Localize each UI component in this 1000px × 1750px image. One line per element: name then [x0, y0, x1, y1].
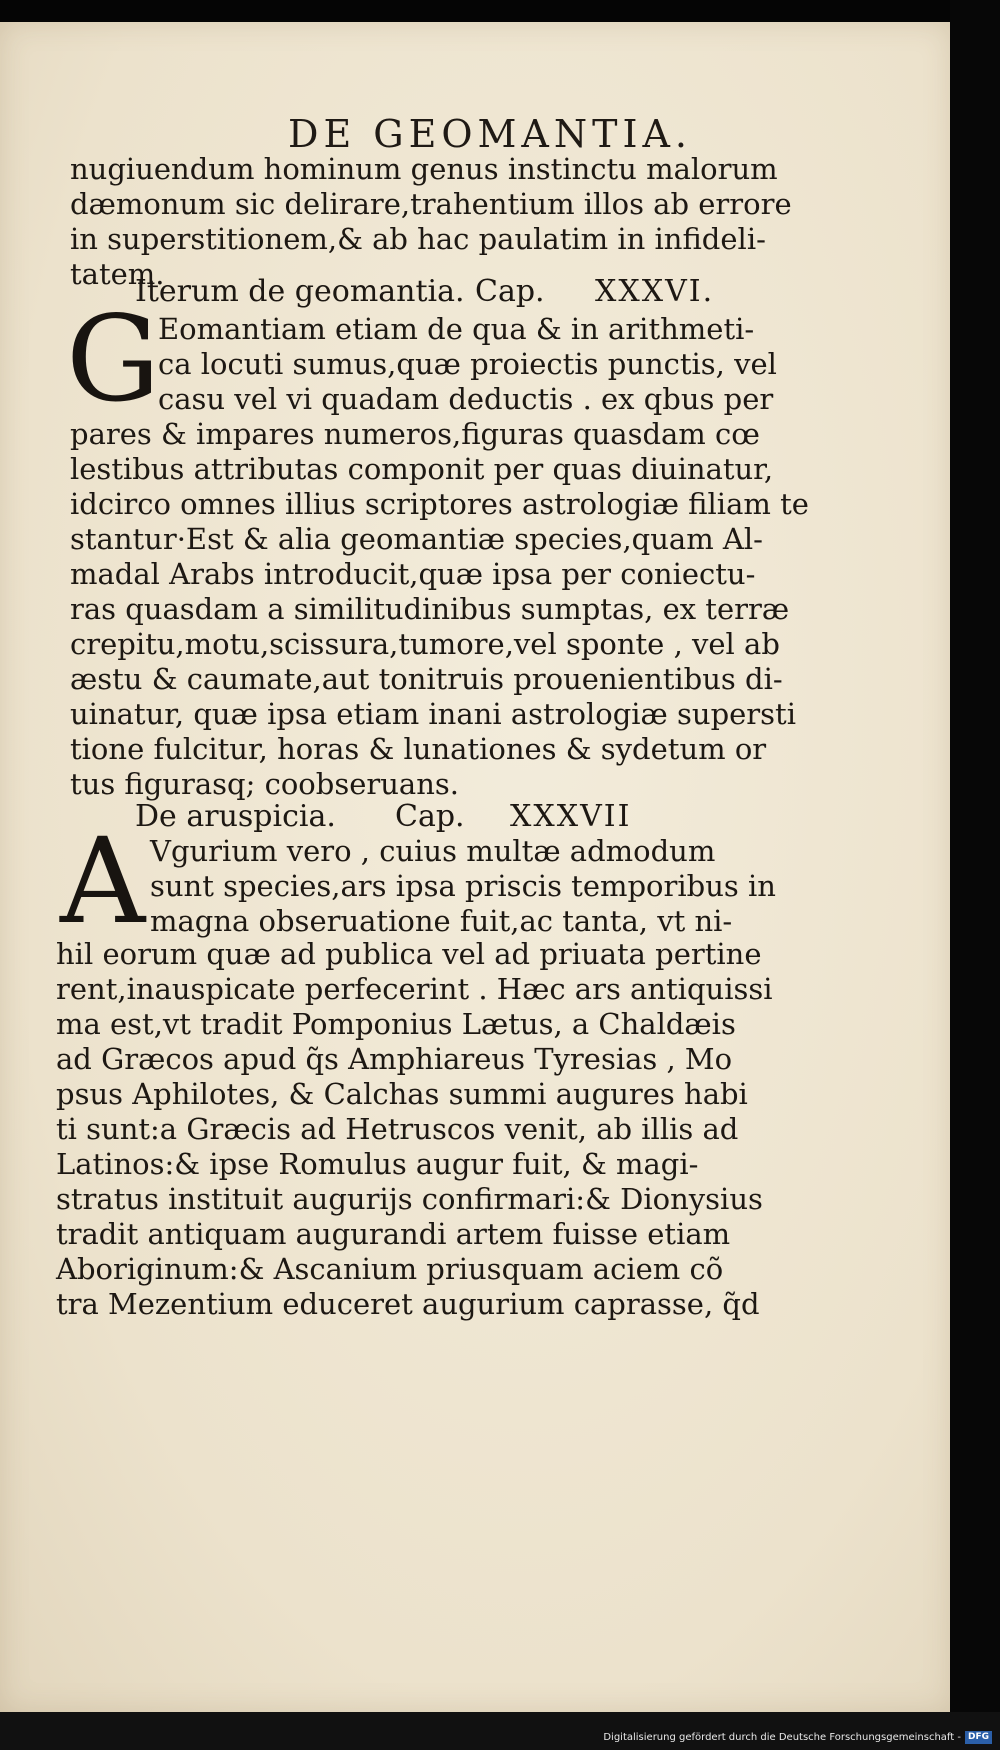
- text-line: ca locuti sumus,quæ proiectis punctis, vel: [158, 347, 777, 381]
- text-line: stratus instituit augurijs confirmari:& Dionysius: [56, 1182, 763, 1216]
- intro-paragraph: [70, 152, 830, 292]
- text-line: magna obseruatione fuit,ac tanta, vt ni-: [150, 904, 733, 938]
- text-line: Vgurium vero , cuius multæ admodum: [150, 834, 716, 868]
- drop-cap: G: [66, 290, 161, 428]
- chapter-cap-label: Cap.: [395, 799, 465, 834]
- chapter-36-heading: [135, 272, 875, 312]
- text-line: stantur·Est & alia geomantiæ species,quam Al-: [70, 522, 763, 556]
- text-line: Aboriginum:& Ascanium priusquam aciem cõ: [56, 1252, 724, 1286]
- text-line: æstu & caumate,aut tonitruis prouenientibus di-: [70, 662, 783, 696]
- text-line: ad Græcos apud q̃s Amphiareus Tyresias , Mo: [56, 1042, 733, 1076]
- top-border: [0, 0, 1000, 22]
- text-line: casu vel vi quadam deductis . ex qbus per: [158, 382, 774, 416]
- text-line: tra Mezentium educeret augurium caprasse, q̃d: [56, 1287, 760, 1321]
- running-head: DE GEOMANTIA.: [287, 112, 692, 156]
- text-line: ma est,vt tradit Pomponius Lætus, a Chaldæis: [56, 1007, 736, 1041]
- drop-cap-lines: [158, 312, 838, 417]
- text-line: psus Aphilotes, & Calchas summi augures habi: [56, 1077, 748, 1111]
- text-line: tione fulcitur, horas & lunationes & sydetum or: [70, 732, 767, 766]
- right-border: [950, 0, 1000, 1750]
- text-line: hil eorum quæ ad publica vel ad priuata pertine: [56, 937, 762, 971]
- text-line: Latinos:& ipse Romulus augur fuit, & magi-: [56, 1147, 699, 1181]
- chapter-37-body: [56, 937, 816, 1322]
- text-line: ti sunt:a Græcis ad Hetruscos venit, ab illis ad: [56, 1112, 739, 1146]
- text-line: tus figurasq; coobseruans.: [70, 767, 459, 801]
- dfg-logo-icon: DFG: [965, 1731, 992, 1744]
- chapter-title: De aruspicia.: [135, 799, 336, 834]
- text-line: crepitu,motu,scissura,tumore,vel sponte , vel ab: [70, 627, 780, 661]
- text-line: pares & impares numeros,figuras quasdam cœ: [70, 417, 760, 451]
- credit-text: Digitalisierung gefördert durch die Deutsche Forschungsgemeinschaft -: [603, 1732, 961, 1743]
- drop-cap-lines: [150, 834, 840, 939]
- text-line: tradit antiquam augurandi artem fuisse etiam: [56, 1217, 731, 1251]
- text-line: in superstitionem,& ab hac paulatim in infideli-: [70, 222, 766, 256]
- book-page: [0, 22, 952, 1712]
- bottom-border: [0, 1712, 1000, 1750]
- chapter-number: XXXVI.: [595, 274, 715, 309]
- chapter-36-body: [70, 417, 830, 802]
- text-line: tatem.: [70, 257, 165, 291]
- text-line: uinatur, quæ ipsa etiam inani astrologiæ supersti: [70, 697, 796, 731]
- chapter-cap-label: Cap.: [475, 274, 545, 309]
- text-line: lestibus attributas componit per quas diuinatur,: [70, 452, 774, 486]
- chapter-number: XXXVII: [510, 799, 632, 834]
- text-line: sunt species,ars ipsa priscis temporibus in: [150, 869, 776, 903]
- drop-cap: A: [60, 812, 146, 950]
- digitization-credit: [603, 1731, 992, 1744]
- text-line: idcirco omnes illius scriptores astrologiæ filiam te: [70, 487, 809, 521]
- text-line: madal Arabs introducit,quæ ipsa per coniectu-: [70, 557, 756, 591]
- text-line: ras quasdam a similitudinibus sumptas, ex terræ: [70, 592, 790, 626]
- chapter-37-heading: [135, 797, 875, 837]
- text-line: Eomantiam etiam de qua & in arithmeti-: [158, 312, 755, 346]
- text-line: rent,inauspicate perfecerint . Hæc ars antiquissi: [56, 972, 773, 1006]
- chapter-title: Iterum de geomantia.: [135, 274, 465, 309]
- text-line: nugiuendum hominum genus instinctu malorum: [70, 152, 778, 186]
- text-line: dæmonum sic delirare,trahentium illos ab errore: [70, 187, 792, 221]
